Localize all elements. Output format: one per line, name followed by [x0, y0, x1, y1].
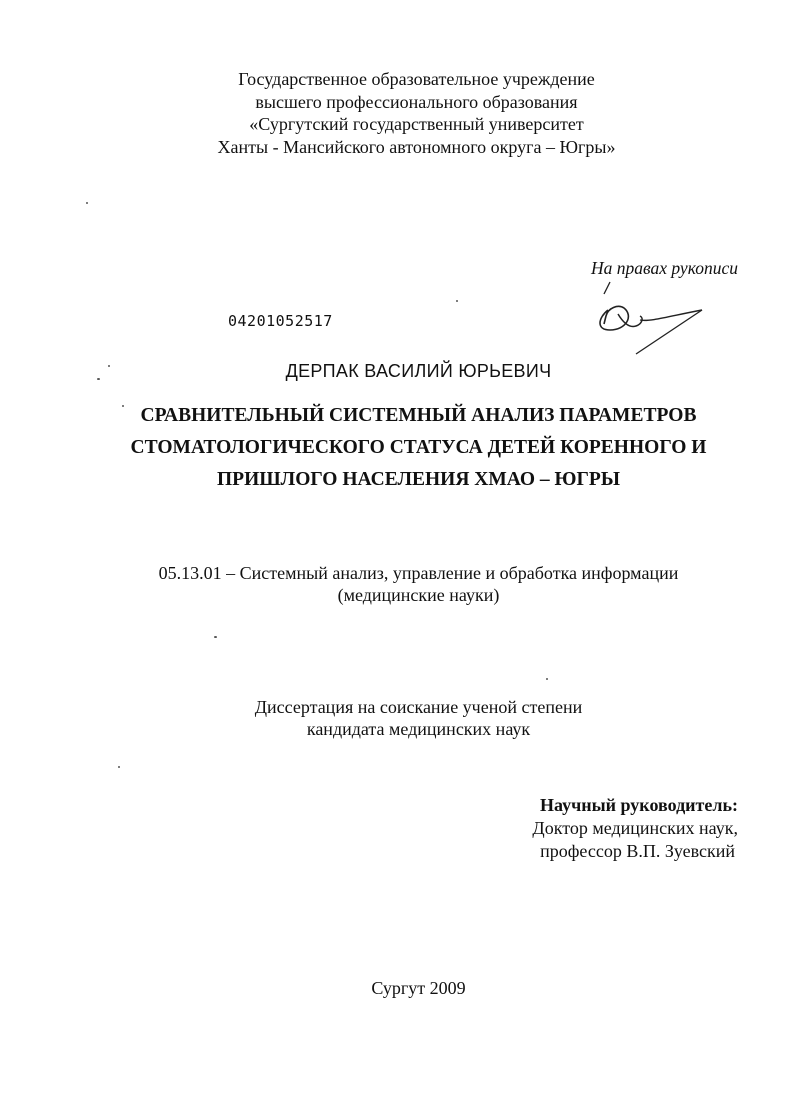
city-year: Сургут 2009: [371, 978, 466, 998]
supervisor-rank: Доктор медицинских наук,: [532, 818, 738, 838]
institution-line-2: высшего профессионального образования: [255, 91, 578, 112]
supervisor-name: профессор В.П. Зуевский: [540, 841, 735, 861]
scan-speck: [456, 300, 458, 302]
supervisor-block: [532, 794, 738, 863]
manuscript-rights-note: На правах рукописи: [591, 258, 738, 278]
registration-number: 04201052517: [228, 312, 333, 330]
degree-line-2: кандидата медицинских наук: [306, 719, 531, 739]
dissertation-title: [22, 400, 793, 496]
handwritten-signature: [590, 280, 720, 362]
specialty-line-1: 05.13.01 – Системный анализ, управление и обработка информации: [158, 563, 679, 583]
institution-line-3: «Сургутский государственный университет: [249, 114, 584, 134]
title-line-2: СТОМАТОЛОГИЧЕСКОГО СТАТУСА ДЕТЕЙ КОРЕННОГО И: [130, 437, 707, 458]
specialty-code: [22, 562, 793, 606]
supervisor-heading: Научный руководитель:: [540, 795, 738, 815]
scan-speck: [214, 636, 217, 638]
specialty-line-2: (медицинские науки): [337, 585, 500, 605]
degree-statement: [22, 696, 793, 740]
degree-line-1: Диссертация на соискание ученой степени: [254, 697, 583, 717]
scan-speck: [118, 766, 120, 768]
scan-speck: [97, 378, 100, 380]
institution-line-1: Государственное образовательное учреждение: [238, 69, 595, 89]
institution-header: [20, 68, 793, 158]
scan-speck: [122, 405, 124, 407]
author-name: ДЕРПАК ВАСИЛИЙ ЮРЬЕВИЧ: [285, 361, 552, 381]
scan-speck: [108, 365, 110, 367]
scan-speck: [546, 678, 548, 680]
scan-speck: [86, 202, 88, 204]
institution-line-4: Ханты - Мансийского автономного округа – Югры»: [217, 136, 616, 157]
title-line-1: СРАВНИТЕЛЬНЫЙ СИСТЕМНЫЙ АНАЛИЗ ПАРАМЕТРОВ: [140, 405, 697, 426]
title-line-3: ПРИШЛОГО НАСЕЛЕНИЯ ХМАО – ЮГРЫ: [217, 469, 620, 490]
